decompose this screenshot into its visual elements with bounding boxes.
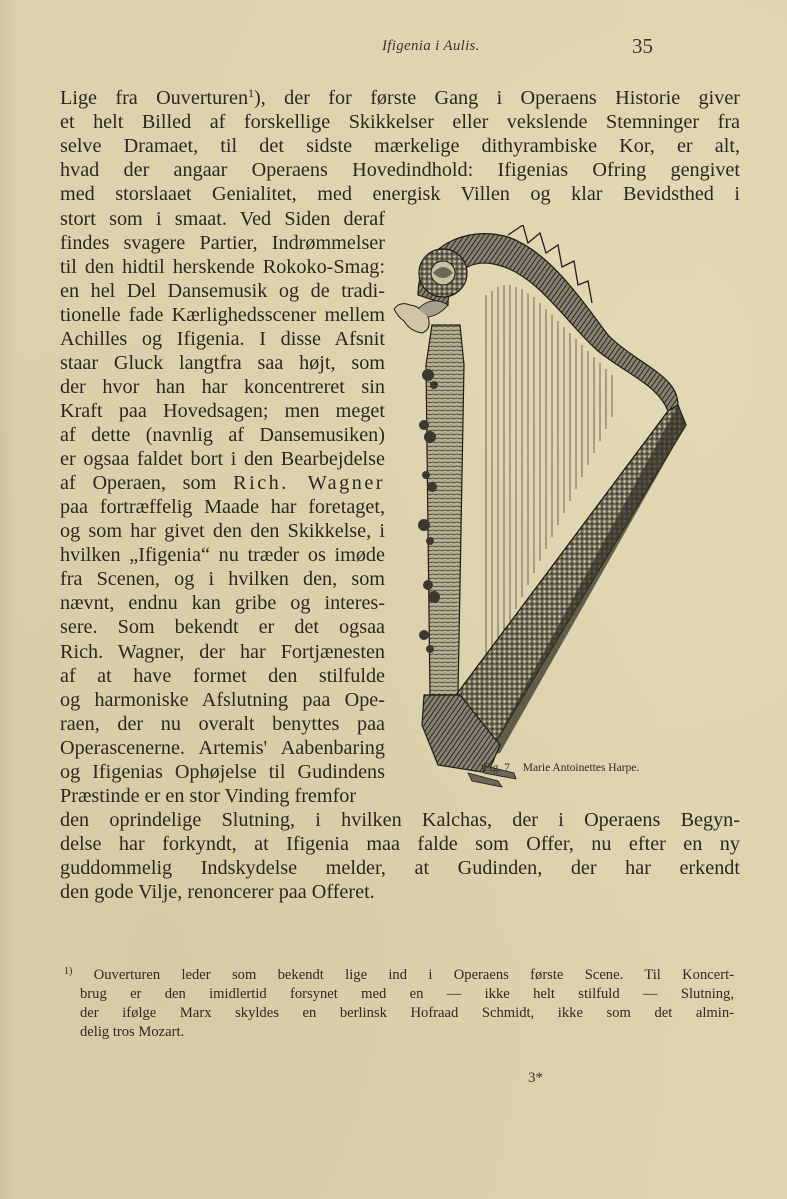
body-line: Achilles og Ifigenia. I disse Afsnit (60, 328, 385, 350)
body-line: og som har givet den den Skikkelse, i (60, 520, 385, 542)
emphasized-name: Rich. Wagner (233, 472, 386, 494)
body-line: sere. Som bekendt er det ogsaa (60, 616, 385, 638)
body-line: og harmoniske Afslutning paa Ope- (60, 689, 385, 711)
footnote-line: $^{1)}$ Ouverturen leder som bekendt lige ind i Operaens første Scene. Til Koncert- (64, 966, 734, 983)
figure-caption-text: Marie Antoinettes Harpe. (522, 762, 640, 774)
body-line: Lige fra Ouverturen$^1$), der for første Gang i Operaens Historie giver (60, 86, 740, 109)
body-line: Rich. Wagner, der har Fortjænesten (60, 641, 385, 663)
harp-icon (388, 225, 688, 795)
running-head (0, 34, 787, 58)
running-title: Ifigenia i Aulis. (382, 38, 480, 54)
body-line: af at have formet den stilfulde (60, 665, 385, 687)
body-line: fra Scenen, og i hvilken den, som (60, 568, 385, 590)
body-line: paa fortræffelig Maade har foretaget, (60, 496, 385, 518)
body-line: selve Dramaet, til det sidste mærkelige dithyrambiske Kor, er alt, (60, 135, 740, 157)
body-line: af Operaen, som Rich. Wagner (60, 472, 386, 494)
signature-mark: 3* (528, 1070, 543, 1086)
body-line: guddommelig Indskydelse melder, at Gudinden, der har erkendt (60, 857, 740, 879)
body-line: er ogsaa faldet bort i den Bearbejdelse (60, 448, 385, 470)
body-line: staar Gluck langtfra saa højt, som (60, 352, 385, 374)
body-line: af dette (navnlig af Dansemusiken) (60, 424, 385, 446)
body-line: der hvor han har koncentreret sin (60, 376, 385, 398)
footnote-line: brug er den imidlertid forsynet med en — ikke helt stilfuld — Slutning, (80, 986, 734, 1002)
page-number: 35 (632, 34, 653, 58)
body-line: et helt Billed af forskellige Skikkelser eller vekslende Stemninger fra (60, 111, 740, 133)
body-line: med storslaaet Genialitet, med energisk Villen og klar Bevidsthed i (60, 183, 740, 205)
body-line: hvilken „Ifigenia“ nu træder os imøde (60, 544, 385, 566)
body-line: tionelle fade Kærlighedsscener mellem (60, 304, 385, 326)
footnote-reference[interactable]: 1 (248, 86, 255, 100)
body-line: den gode Vilje, renoncerer paa Offeret. (60, 881, 375, 903)
body-line: en hel Del Dansemusik og de tradi- (60, 280, 385, 302)
footnote-line: der ifølge Marx skyldes en berlinsk Hofraad Schmidt, ikke som det almin- (80, 1005, 734, 1021)
body-line: og Ifigenias Ophøjelse til Gudindens (60, 761, 385, 783)
body-line: nævnt, endnu kan gribe og interes- (60, 592, 385, 614)
footnote-marker: 1) (64, 966, 73, 977)
body-line: den oprindelige Slutning, i hvilken Kalchas, der i Operaens Begyn- (60, 809, 740, 831)
figure-caption (483, 762, 639, 774)
body-line: Præstinde er en stor Vinding fremfor (60, 785, 357, 807)
body-line: findes svagere Partier, Indrømmelser (60, 232, 385, 254)
body-line: til den hidtil herskende Rokoko-Smag: (60, 256, 385, 278)
body-line: hvad der angaar Operaens Hovedindhold: Ifigenias Ofring gengivet (60, 159, 740, 181)
body-line: Kraft paa Hovedsagen; men meget (60, 400, 385, 422)
figure-label: Fig. 7 (483, 762, 510, 774)
body-line: delse har forkyndt, at Ifigenia maa falde som Offer, nu efter en ny (60, 833, 740, 855)
body-line: raen, der nu overalt benyttes paa (60, 713, 385, 735)
harp-illustration (388, 225, 688, 795)
body-line: stort som i smaat. Ved Siden deraf (60, 208, 385, 230)
body-line: Operascenerne. Artemis' Aabenbaring (60, 737, 385, 759)
footnote-line: delig tros Mozart. (80, 1024, 185, 1040)
